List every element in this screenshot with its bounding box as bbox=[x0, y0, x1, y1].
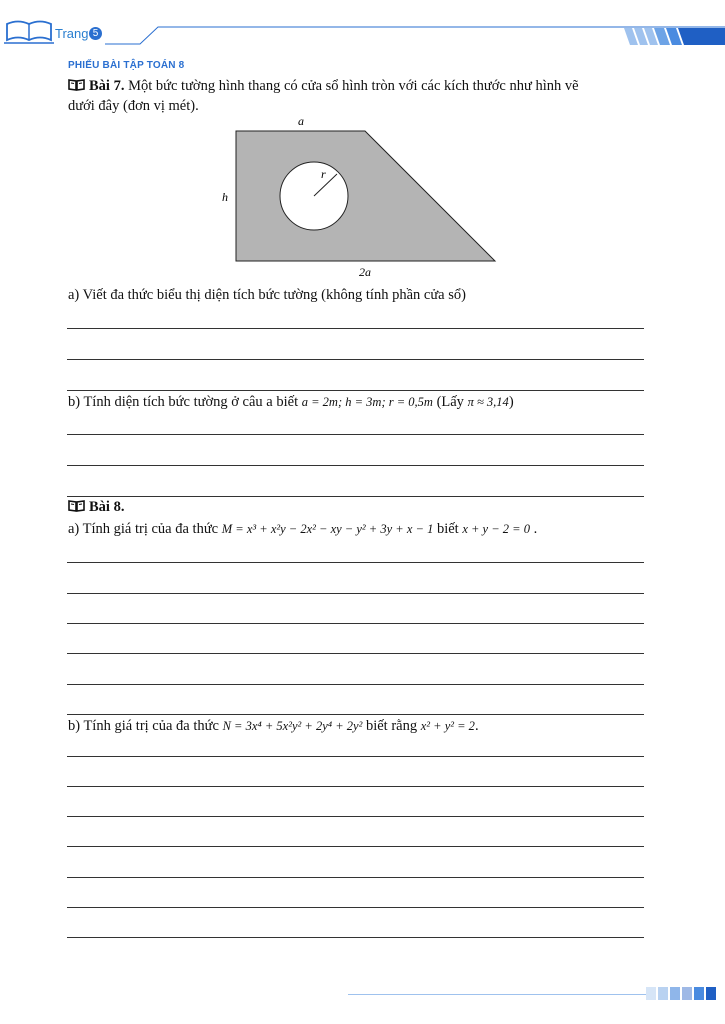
bai7-part-b-pi: π ≈ 3,14 bbox=[467, 395, 509, 409]
bai7-part-b-prefix: b) Tính diện tích bức tường ở câu a biết bbox=[68, 394, 299, 410]
bai8-part-b-mid: biết rằng bbox=[365, 718, 418, 734]
header-stripes-icon bbox=[624, 28, 725, 46]
bai8-part-b-prefix: b) Tính giá trị của đa thức bbox=[68, 718, 219, 734]
sheet-title: PHIẾU BÀI TẬP TOÁN 8 bbox=[68, 60, 185, 71]
answer-line bbox=[67, 786, 644, 787]
answer-line bbox=[67, 390, 644, 391]
answer-line bbox=[67, 359, 644, 360]
answer-line bbox=[67, 328, 644, 329]
page-number-badge: 5 bbox=[89, 27, 102, 40]
bai8-title: Bài 8. bbox=[89, 499, 125, 515]
answer-line bbox=[67, 593, 644, 594]
answer-line bbox=[67, 937, 644, 938]
bai7-part-b bbox=[68, 392, 514, 412]
answer-line bbox=[67, 816, 644, 817]
answer-line bbox=[67, 496, 644, 497]
bai8-part-a bbox=[68, 519, 537, 539]
bai7-text-line2: dưới đây (đơn vị mét). bbox=[68, 98, 199, 114]
bai8-part-b-cond: x² + y² = 2 bbox=[420, 719, 475, 733]
bai8-part-b-math: N = 3x⁴ + 5x²y² + 2y⁴ + 2y² bbox=[222, 719, 363, 733]
answer-line bbox=[67, 684, 644, 685]
answer-line bbox=[67, 434, 644, 435]
answer-line bbox=[67, 562, 644, 563]
bai7-title: Bài 7. bbox=[89, 78, 125, 94]
answer-line bbox=[67, 714, 644, 715]
label-bottom: 2a bbox=[359, 265, 371, 279]
trapezoid-wall-figure bbox=[210, 112, 510, 282]
bai8-heading bbox=[68, 497, 124, 517]
answer-line bbox=[67, 756, 644, 757]
answer-line bbox=[67, 907, 644, 908]
bai8-part-a-prefix: a) Tính giá trị của đa thức bbox=[68, 521, 219, 537]
label-left: h bbox=[222, 190, 228, 204]
bai7-part-a: a) Viết đa thức biểu thị diện tích bức tường (không tính phần cửa sổ) bbox=[68, 287, 466, 303]
bai7-part-b-open: (Lấy bbox=[436, 394, 464, 410]
answer-line bbox=[67, 653, 644, 654]
bai8-part-a-cond: x + y − 2 = 0 bbox=[462, 522, 530, 536]
trapezoid-wall bbox=[236, 131, 495, 261]
page-label: Trang bbox=[55, 26, 89, 41]
bai8-part-b bbox=[68, 716, 479, 736]
book-icon bbox=[68, 500, 85, 512]
bai7-statement bbox=[68, 76, 658, 116]
bai8-part-b-end: . bbox=[474, 718, 479, 734]
bai8-part-a-mid: biết bbox=[436, 521, 459, 537]
bai7-part-b-math: a = 2m; h = 3m; r = 0,5m bbox=[301, 395, 433, 409]
label-radius: r bbox=[321, 167, 326, 181]
answer-line bbox=[67, 465, 644, 466]
answer-line bbox=[67, 846, 644, 847]
answer-line bbox=[67, 623, 644, 624]
footer-squares-icon bbox=[646, 987, 718, 1001]
footer-rule bbox=[348, 994, 648, 995]
book-logo-icon bbox=[4, 18, 54, 44]
bai7-text-line1: Một bức tường hình thang có cửa sổ hình tròn với các kích thước như hình vẽ bbox=[128, 78, 579, 94]
book-icon bbox=[68, 79, 85, 91]
answer-line bbox=[67, 877, 644, 878]
label-top: a bbox=[298, 114, 304, 128]
bai8-part-a-math: M = x³ + x²y − 2x² − xy − y² + 3y + x − 1 bbox=[221, 522, 434, 536]
bai8-part-a-end: . bbox=[533, 521, 538, 537]
bai7-part-b-close: ) bbox=[508, 394, 514, 410]
